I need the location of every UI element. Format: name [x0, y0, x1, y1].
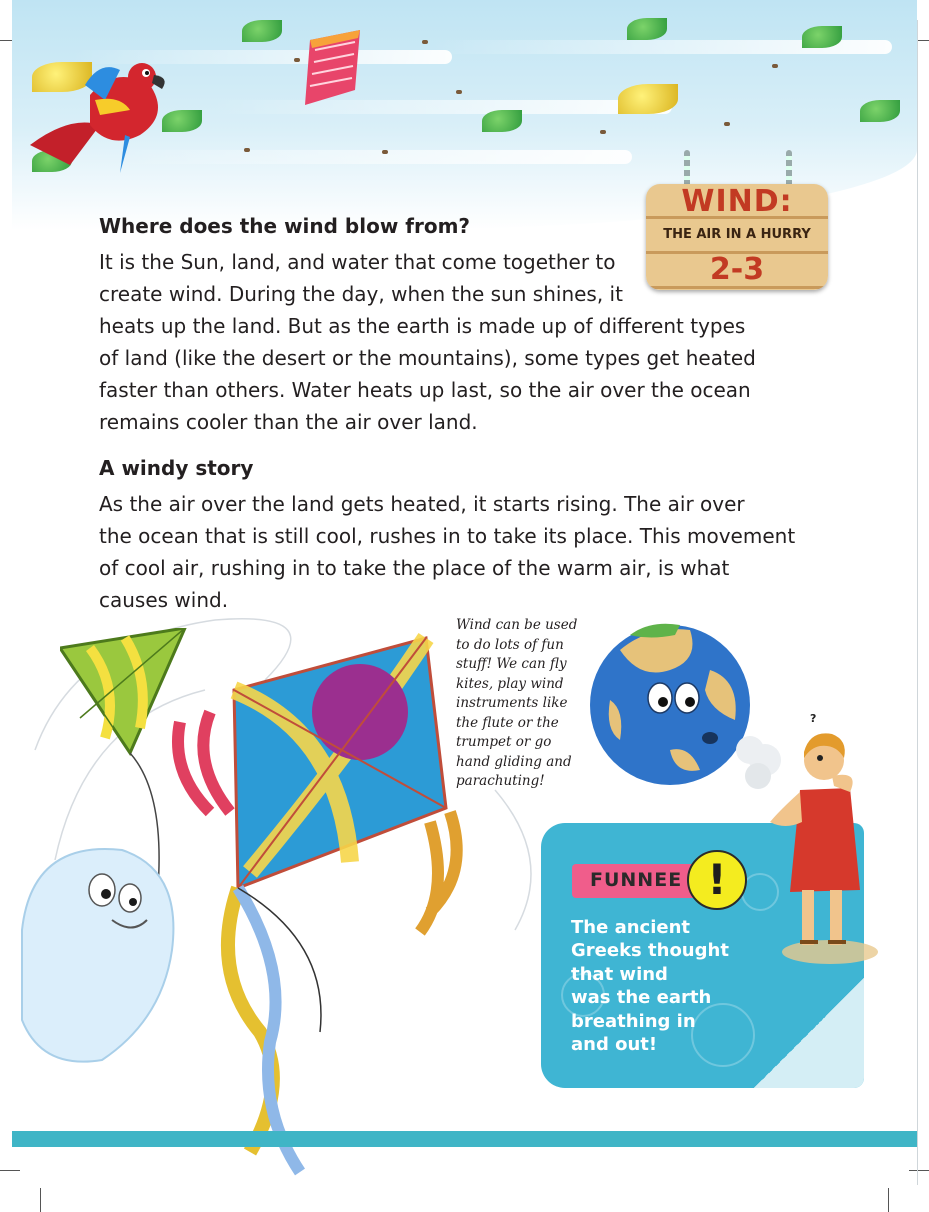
page-curl [754, 978, 864, 1088]
crop-mark [909, 1170, 929, 1171]
wind-streak [112, 150, 632, 164]
leaf-icon [802, 26, 842, 48]
sign-title: WIND: [681, 184, 793, 219]
funnee-line: Greeks thought [571, 940, 729, 962]
page-border [917, 20, 918, 1185]
question-mark: ? [810, 712, 817, 725]
debris [244, 148, 250, 152]
crop-mark [888, 1188, 889, 1212]
debris [724, 122, 730, 126]
exclamation-icon: ! [687, 850, 747, 910]
greek-man-illustration [750, 730, 880, 970]
parrot-illustration [30, 55, 190, 175]
leaf-icon [618, 84, 678, 114]
wind-streak [212, 100, 672, 114]
funnee-line: and out! [571, 1034, 658, 1056]
crop-mark [40, 1188, 41, 1212]
leaf-icon [860, 100, 900, 122]
debris [600, 130, 606, 134]
funnee-line: that wind [571, 963, 668, 985]
body-line: It is the Sun, land, and water that come together to [99, 250, 616, 274]
flying-book-illustration [300, 30, 370, 110]
funnee-line: breathing in [571, 1010, 696, 1032]
funnee-label: FUNNEE [590, 869, 683, 891]
kite-caption: Wind can be used to do lots of fun stuff! We can fly kites, play wind instruments like the flute or the trumpet or go hand gliding and parachuting! [456, 617, 578, 789]
debris [456, 90, 462, 94]
body-line: of land (like the desert or the mountains), some types get heated [99, 346, 756, 370]
section-heading: Where does the wind blow from? [99, 214, 471, 238]
body-line: create wind. During the day, when the sun shines, it [99, 282, 623, 306]
crop-mark [0, 1170, 20, 1171]
funnee-text [571, 916, 741, 1056]
funnee-line: was the earth [571, 987, 712, 1009]
body-line: faster than others. Water heats up last, so the air over the ocean [99, 378, 751, 402]
leaf-icon [242, 20, 282, 42]
debris [772, 64, 778, 68]
body-line: remains cooler than the air over land. [99, 410, 478, 434]
debris [382, 150, 388, 154]
funnee-line: The ancient [571, 917, 690, 938]
body-line: heats up the land. But as the earth is made up of different types [99, 314, 746, 338]
body-line: the ocean that is still cool, rushes in to take its place. This movement [99, 524, 796, 548]
body-line: causes wind. [99, 588, 229, 612]
chapter-sign [646, 150, 828, 290]
body-line: As the air over the land gets heated, it starts rising. The air over [99, 492, 745, 516]
wind-character-illustration [12, 820, 202, 1070]
leaf-icon [627, 18, 667, 40]
sign-board [646, 184, 828, 290]
section-heading: A windy story [99, 456, 254, 480]
leaf-icon [482, 110, 522, 132]
debris [422, 40, 428, 44]
bottom-band [12, 1131, 917, 1147]
body-line: of cool air, rushing in to take the place of the warm air, is what [99, 556, 730, 580]
sign-subtitle: THE AIR IN A HURRY [663, 227, 811, 242]
sign-page-numbers: 2-3 [709, 252, 765, 287]
